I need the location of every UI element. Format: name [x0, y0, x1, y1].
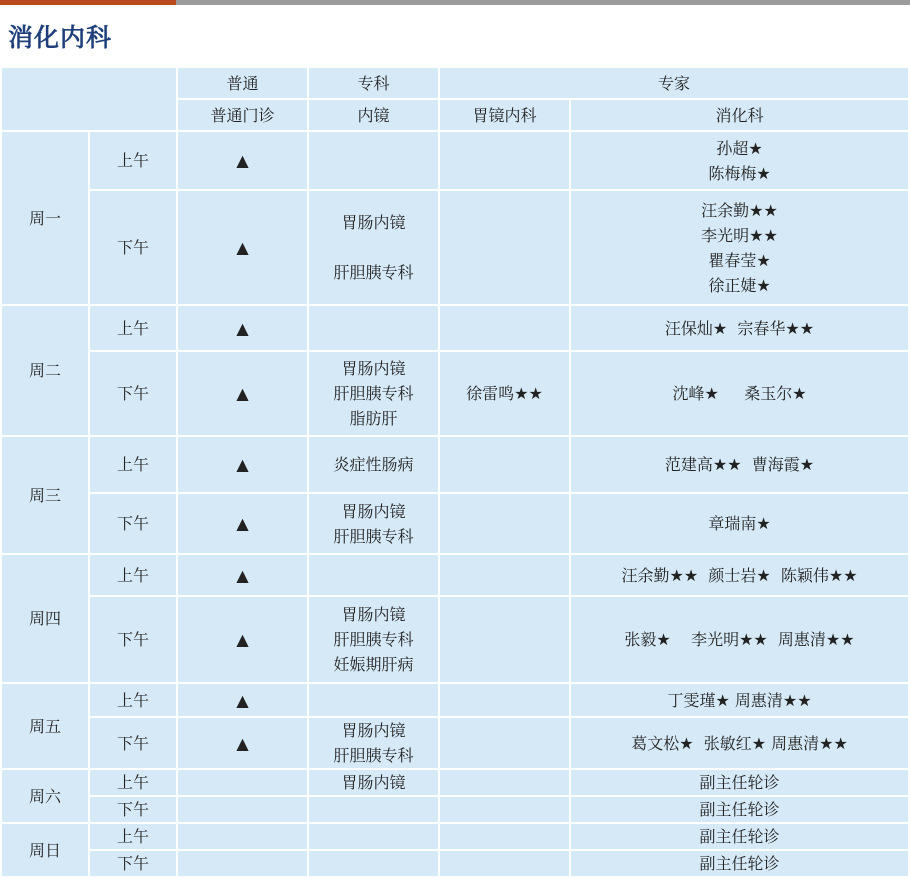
- gastro-expert-cell: [570, 305, 909, 351]
- table-row: [1, 796, 909, 823]
- table-row: [1, 554, 909, 596]
- gastro-expert-cell-line: 李光明★★: [701, 225, 778, 245]
- specialty-endoscopy-cell: [308, 596, 439, 683]
- specialty-endoscopy-cell: [308, 769, 439, 796]
- specialty-endoscopy-cell: [308, 493, 439, 554]
- gastro-expert-cell-line: 章瑞南★: [708, 514, 771, 533]
- table-row: [1, 436, 909, 493]
- table-row: [1, 190, 909, 305]
- gastro-expert-cell-line: 副主任轮诊: [699, 773, 780, 792]
- day-label: 周六: [1, 769, 89, 823]
- gastro-expert-cell: [570, 769, 909, 796]
- header-corner: [1, 67, 177, 131]
- header-zhuanjia: 专家: [439, 67, 909, 99]
- specialty-endoscopy-cell-line: 胃肠内镜: [341, 501, 406, 521]
- gastro-expert-cell-line: 徐正婕★: [708, 275, 771, 295]
- general-clinic-marker: ▲: [177, 596, 308, 683]
- specialty-endoscopy-cell-line: 妊娠期肝病: [333, 655, 414, 674]
- table-row: [1, 596, 909, 683]
- period-label: 下午: [89, 717, 177, 769]
- general-clinic-marker: [177, 796, 308, 823]
- day-label: 周日: [1, 823, 89, 877]
- general-clinic-marker: ▲: [177, 351, 308, 436]
- gastro-expert-cell: [570, 850, 909, 877]
- period-label: 上午: [89, 823, 177, 850]
- header-weijing-neike: 胃镜内科: [439, 99, 570, 131]
- period-label: 下午: [89, 351, 177, 436]
- gastro-expert-cell: [570, 554, 909, 596]
- general-clinic-marker: ▲: [177, 683, 308, 717]
- specialty-endoscopy-cell-line: 胃肠内镜: [341, 605, 406, 624]
- gastro-expert-cell-line: 沈峰★ 桑玉尔★: [672, 384, 807, 403]
- schedule-body: [1, 131, 909, 877]
- table-row: [1, 683, 909, 717]
- gastro-expert-cell: [570, 823, 909, 850]
- table-row: [1, 717, 909, 769]
- specialty-endoscopy-cell: [308, 190, 439, 305]
- gastro-expert-cell-line: 副主任轮诊: [699, 800, 780, 819]
- gastroscopy-expert-cell: [439, 769, 570, 796]
- gastroscopy-expert-cell: [439, 190, 570, 305]
- top-accent-bar: [0, 0, 910, 5]
- specialty-endoscopy-cell-line: 脂肪肝: [349, 409, 398, 428]
- specialty-endoscopy-cell: [308, 717, 439, 769]
- general-clinic-marker: ▲: [177, 717, 308, 769]
- specialty-endoscopy-cell-line: 炎症性肠病: [333, 455, 414, 474]
- specialty-endoscopy-cell-line: 肝胆胰专科: [333, 746, 414, 765]
- day-label: 周二: [1, 305, 89, 436]
- gastro-expert-cell: [570, 436, 909, 493]
- gastroscopy-expert-cell: [439, 717, 570, 769]
- header-zhuanke: 专科: [308, 67, 439, 99]
- page-title: 消化内科: [8, 23, 113, 52]
- gastro-expert-cell-line: 汪余勤★★ 颜士岩★ 陈颖伟★★: [621, 565, 858, 585]
- period-label: 上午: [89, 554, 177, 596]
- period-label: 上午: [89, 769, 177, 796]
- table-row: [1, 493, 909, 554]
- day-label: 周四: [1, 554, 89, 683]
- specialty-endoscopy-cell: [308, 823, 439, 850]
- period-label: 下午: [89, 850, 177, 877]
- day-label: 周五: [1, 683, 89, 769]
- specialty-endoscopy-cell: [308, 683, 439, 717]
- gastro-expert-cell: [570, 131, 909, 190]
- table-row: [1, 823, 909, 850]
- gastro-expert-cell: [570, 493, 909, 554]
- general-clinic-marker: ▲: [177, 305, 308, 351]
- specialty-endoscopy-cell: [308, 305, 439, 351]
- period-label: 上午: [89, 436, 177, 493]
- gastro-expert-cell-line: 瞿春莹★: [708, 250, 771, 270]
- clinic-schedule-table: [0, 66, 910, 878]
- gastro-expert-cell-line: 汪保灿★ 宗春华★★: [664, 318, 815, 338]
- gastro-expert-cell-line: 范建高★★ 曹海霞★: [664, 455, 815, 474]
- gastroscopy-expert-cell: [439, 131, 570, 190]
- specialty-endoscopy-cell-line: 肝胆胰专科: [333, 384, 414, 403]
- gastroscopy-expert-cell: [439, 305, 570, 351]
- gastro-expert-cell: [570, 717, 909, 769]
- general-clinic-marker: ▲: [177, 493, 308, 554]
- gastroscopy-expert-cell: [439, 493, 570, 554]
- general-clinic-marker: ▲: [177, 554, 308, 596]
- table-row: [1, 305, 909, 351]
- gastroscopy-expert-cell: [439, 554, 570, 596]
- table-row: [1, 769, 909, 796]
- gastro-expert-cell: [570, 796, 909, 823]
- table-row: [1, 131, 909, 190]
- specialty-endoscopy-cell-line: 肝胆胰专科: [333, 526, 414, 546]
- gastro-expert-cell-line: 丁雯瑾★ 周惠清★★: [667, 690, 812, 710]
- day-label: 周一: [1, 131, 89, 305]
- gastro-expert-cell-line: 葛文松★ 张敏红★ 周惠清★★: [631, 733, 848, 753]
- gastro-expert-cell-line: 孙超★: [716, 138, 763, 158]
- specialty-endoscopy-cell-line: 胃肠内镜: [341, 721, 406, 740]
- specialty-endoscopy-cell: [308, 850, 439, 877]
- gastro-expert-cell: [570, 351, 909, 436]
- gastro-expert-cell-line: 副主任轮诊: [699, 854, 780, 873]
- header-xiaohuake: 消化科: [570, 99, 909, 131]
- header-putong-menzhen: 普通门诊: [177, 99, 308, 131]
- specialty-endoscopy-cell: [308, 351, 439, 436]
- gastroscopy-expert-cell: [439, 823, 570, 850]
- specialty-endoscopy-cell: [308, 436, 439, 493]
- gastro-expert-cell: [570, 596, 909, 683]
- general-clinic-marker: ▲: [177, 131, 308, 190]
- gastro-expert-cell-line: 副主任轮诊: [699, 827, 780, 846]
- specialty-endoscopy-cell-line: 胃肠内镜: [341, 359, 406, 378]
- specialty-endoscopy-cell-line: 肝胆胰专科: [333, 630, 414, 649]
- specialty-endoscopy-cell-line: 胃肠内镜: [341, 213, 406, 232]
- header-neijing: 内镜: [308, 99, 439, 131]
- period-label: 下午: [89, 493, 177, 554]
- general-clinic-marker: ▲: [177, 436, 308, 493]
- general-clinic-marker: [177, 823, 308, 850]
- specialty-endoscopy-cell: [308, 554, 439, 596]
- gastro-expert-cell: [570, 683, 909, 717]
- period-label: 上午: [89, 683, 177, 717]
- period-label: 上午: [89, 305, 177, 351]
- specialty-endoscopy-cell-line: [309, 235, 438, 260]
- table-row: [1, 850, 909, 877]
- period-label: 下午: [89, 190, 177, 305]
- general-clinic-marker: [177, 769, 308, 796]
- period-label: 下午: [89, 796, 177, 823]
- gastroscopy-expert-cell: [439, 596, 570, 683]
- gastroscopy-expert-cell: 徐雷鸣★★: [439, 351, 570, 436]
- gastro-expert-cell-line: 汪余勤★★: [701, 200, 778, 220]
- specialty-endoscopy-cell-line: 胃肠内镜: [341, 773, 406, 792]
- general-clinic-marker: [177, 850, 308, 877]
- gastroscopy-expert-cell: [439, 796, 570, 823]
- gastro-expert-cell-line: 张毅★ 李光明★★ 周惠清★★: [624, 630, 855, 649]
- gastroscopy-expert-cell: [439, 850, 570, 877]
- gastro-expert-cell-line: 陈梅梅★: [708, 163, 771, 183]
- gastro-expert-cell: [570, 190, 909, 305]
- specialty-endoscopy-cell: [308, 131, 439, 190]
- period-label: 上午: [89, 131, 177, 190]
- period-label: 下午: [89, 596, 177, 683]
- general-clinic-marker: ▲: [177, 190, 308, 305]
- gastroscopy-expert-cell: [439, 683, 570, 717]
- gastroscopy-expert-cell: [439, 436, 570, 493]
- specialty-endoscopy-cell: [308, 796, 439, 823]
- day-label: 周三: [1, 436, 89, 554]
- top-accent-segment: [0, 0, 176, 5]
- table-row: [1, 351, 909, 436]
- specialty-endoscopy-cell-line: 肝胆胰专科: [333, 263, 414, 282]
- header-putong: 普通: [177, 67, 308, 99]
